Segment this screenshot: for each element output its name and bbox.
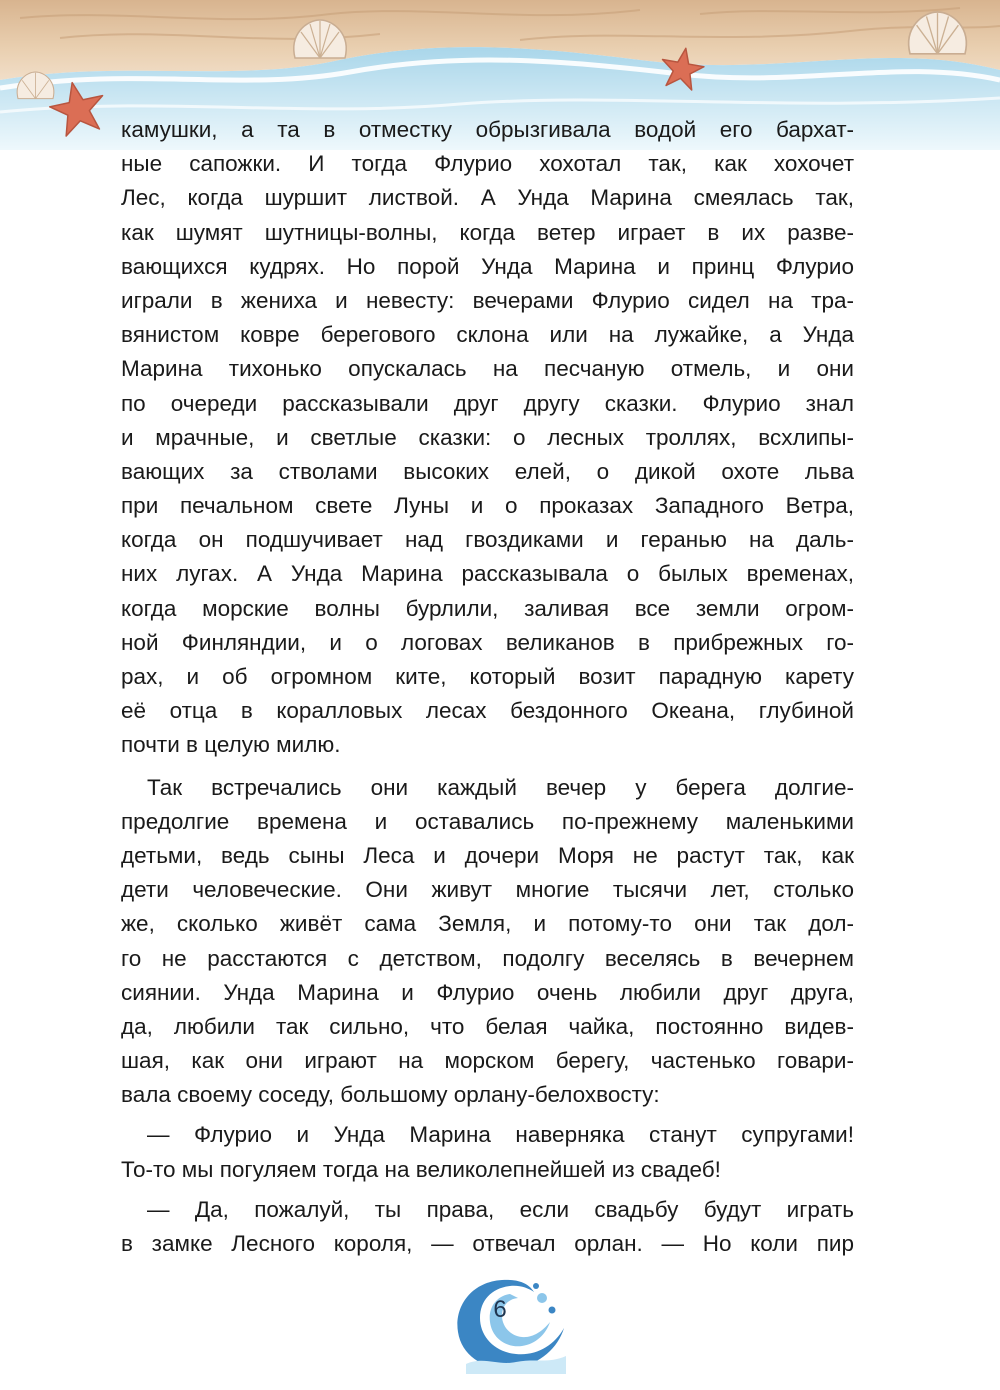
text-line: же, сколько живёт сама Земля, и потому-то они так дол- xyxy=(121,911,854,937)
text-line: играли в жениха и невесту: вечерами Флурио сидел на тра- xyxy=(121,287,854,313)
dialogue-paragraph xyxy=(121,1118,854,1186)
text-line: ной Финляндии, и о логовах великанов в прибрежных го- xyxy=(121,629,854,655)
paragraph xyxy=(121,771,854,1113)
text-line: по очереди рассказывали друг другу сказки. Флурио знал xyxy=(121,390,854,416)
text-line: при печальном свете Луны и о проказах Западного Ветра, xyxy=(121,493,854,519)
page-number: 6 xyxy=(493,1296,507,1323)
text-line: Так встречались они каждый вечер у берега долгие- xyxy=(147,774,854,800)
text-line: когда он подшучивает над гвоздиками и геранью на даль- xyxy=(121,527,854,553)
text-line: вала своему соседу, большому орлану-белохвосту: xyxy=(121,1082,660,1108)
dialogue-paragraph xyxy=(121,1193,854,1261)
text-line: дети человеческие. Они живут многие тысячи лет, столько xyxy=(121,877,854,903)
story-text xyxy=(121,113,854,1261)
text-line: почти в целую милю. xyxy=(121,732,341,758)
text-line: го не расстаются с детством, подолгу веселясь в вечернем xyxy=(121,945,854,971)
text-line: когда морские волны бурлили, заливая все земли огром- xyxy=(121,595,854,621)
text-line: них лугах. А Унда Марина рассказывала о былых временах, xyxy=(121,561,854,587)
text-line: Лес, когда шуршит листвой. А Унда Марина смеялась так, xyxy=(121,185,854,211)
text-line: вянистом ковре берегового склона или на лужайке, а Унда xyxy=(121,322,854,348)
text-line: — Да, пожалуй, ты права, если свадьбу будут играть xyxy=(147,1196,854,1222)
text-line: То-то мы погуляем тогда на великолепнейшей из свадеб! xyxy=(121,1156,721,1182)
text-line: шая, как они играют на морском берегу, частенько говари- xyxy=(121,1048,854,1074)
text-line: детьми, ведь сыны Леса и дочери Моря не растут так, как xyxy=(121,842,854,868)
text-line: сиянии. Унда Марина и Флурио очень любили друг друга, xyxy=(121,979,854,1005)
text-line: в замке Лесного короля, — отвечал орлан. — Но коли пир xyxy=(121,1231,854,1256)
text-line: вающих за стволами высоких елей, о дикой охоте льва xyxy=(121,458,854,484)
text-line: её отца в коралловых лесах бездонного Океана, глубиной xyxy=(121,698,854,724)
text-line: как шумят шутницы-волны, когда ветер играет в их разве- xyxy=(121,219,854,245)
text-line: рах, и об огромном ките, который возит парадную карету xyxy=(121,664,854,689)
text-line: камушки, а та в отместку обрызгивала водой его бархат- xyxy=(121,117,854,142)
text-line: вающихся кудрях. Но порой Унда Марина и принц Флурио xyxy=(121,253,854,279)
text-line: ные сапожки. И тогда Флурио хохотал так, как хохочет xyxy=(121,151,854,177)
text-line: — Флурио и Унда Марина наверняка станут супругами! xyxy=(147,1122,854,1148)
text-line: да, любили так сильно, что белая чайка, постоянно видев- xyxy=(121,1013,854,1039)
text-line: и мрачные, и светлые сказки: о лесных троллях, всхлипы- xyxy=(121,424,854,450)
text-line: предолгие времена и оставались по-прежнему маленькими xyxy=(121,808,854,834)
text-line: Марина тихонько опускалась на песчаную отмель, и они xyxy=(121,356,854,382)
paragraph xyxy=(121,113,854,763)
